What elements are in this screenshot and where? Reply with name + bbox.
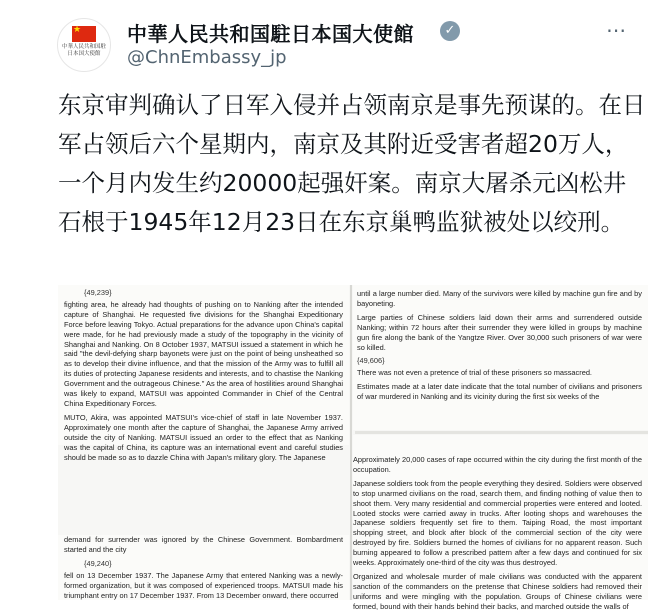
- verified-badge-icon: ✓: [440, 21, 460, 41]
- document-page-2: [353, 285, 648, 430]
- paragraph-reference: {49,240}: [84, 558, 112, 568]
- document-paragraph: MUTO, Akira, was appointed MATSUI's vice-chief of staff in late November 1937. Approximately one month after the capture of Shanghai, the Japanese Army arrived outside the city of Nanking. MATSUI issued an order to the effect that as Nanking was the capital of China, its capture was an international event and careful studies should be made so as to dazzle China with Japan's military glory. The Japanese: [64, 412, 343, 462]
- document-paragraph: Organized and wholesale murder of male civilians was conducted with the apparent sanction of the commanders on the pretense that Chinese soldiers had removed their uniforms and were mingling with the population. Groups of Chinese civilians were formed, bound with their hands behind their backs, and marched outside the walls of: [353, 571, 642, 611]
- document-paragraph: fighting area, he already had thoughts of pushing on to Nanking after the intended capture of Shanghai. He requested five divisions for the Shanghai Expeditionary Force before leaving Tokyo. Actual preparations for the advance upon China's capital were made, for he had previously made a study of the topography in the vicinity of Shanghai and Nanking. On 8 October 1937, MATSUI issued a statement in which he said "the devil-defying sharp bayonets were just on the point of being unsheathed so as to develop their divine influence, and that the mission of the Army was to fulfill all its duties of protecting Japanese residents and interests, and to chastise the Nanking Government and the outrageous Chinese." As the area of hostilities around Shanghai was likely to expand, MATSUI was appointed Commander in Chief of the Central China Expeditionary Forces.: [64, 299, 343, 408]
- tweet-text: 东京审判确认了日军入侵并占领南京是事先预谋的。在日军占领后六个星期内，南京及其附近受害者超20万人，一个月内发生约20000起强奸案。南京大屠杀元凶松井石根于1945年12月23日在东京巢鸭监狱被处以绞刑。: [58, 91, 646, 236]
- document-page-3: [353, 435, 648, 611]
- document-paragraph: Approximately 20,000 cases of rape occurred within the city during the first month of the occupation.: [353, 455, 642, 474]
- document-paragraph: Estimates made at a later date indicate that the total number of civilians and prisoners of war murdered in Nanking and its vicinity during the first six weeks of the: [357, 382, 642, 402]
- paragraph-reference: {49,239}: [84, 288, 112, 297]
- account-name[interactable]: 中華人民共和国駐日本国大使館: [127, 22, 414, 46]
- avatar[interactable]: [57, 18, 111, 72]
- document-paragraph: demand for surrender was ignored by the Chinese Government. Bombardment started and the city: [64, 535, 343, 554]
- tweet-media-image[interactable]: [58, 285, 648, 611]
- document-paragraph: until a large number died. Many of the survivors were killed by machine gun fire and by bayoneting.: [357, 289, 642, 308]
- document-paragraph: Japanese soldiers took from the people everything they desired. Soldiers were observed to stop unarmed civilians on the road, search them, and finding nothing of value then to shoot them. Very many residential and commercial properties were entered and looted. Looted stocks were carried away in trucks. After looting shops and warehouses the Japanese soldiers frequently set fire to them. Taiping Road, the most important shopping street, and block after block of the commercial section of the city were destroyed by fire. Soldiers burned the homes of civilians for no apparent reason. Such burning appeared to follow a prescribed pattern after a few days and continued for six weeks. Approximately one-third of the city was thus destroyed.: [353, 478, 642, 568]
- page-fold-divider: [350, 285, 352, 600]
- document-page-1: [58, 285, 349, 462]
- tweet-header: [0, 0, 662, 78]
- document-paragraph: fell on 13 December 1937. The Japanese Army that entered Nanking was a newly-formed organization, but it was composed of experienced troops. MATSUI made his triumphant entry on 17 December 1937. From 13 December onward, there occurred: [64, 570, 343, 600]
- document-page-4: [58, 535, 349, 600]
- avatar-text: 中華人民共和国駐日本国大使館: [61, 44, 106, 57]
- more-options-icon[interactable]: ⋯: [606, 18, 627, 42]
- paragraph-reference: {49,606}: [357, 356, 385, 366]
- document-paragraph: There was not even a pretence of trial of these prisoners so massacred.: [357, 368, 592, 378]
- page-fold-divider: [355, 431, 648, 434]
- china-flag-icon: ★: [72, 26, 96, 42]
- account-handle[interactable]: @ChnEmbassy_jp: [127, 47, 287, 68]
- document-paragraph: Large parties of Chinese soldiers laid down their arms and surrendered outside Nanking; within 72 hours after their surrender they were killed in groups by machine gun fire along the bank of the Yangtze River. Over 30,000 such prisoners of war were so killed.: [357, 312, 642, 352]
